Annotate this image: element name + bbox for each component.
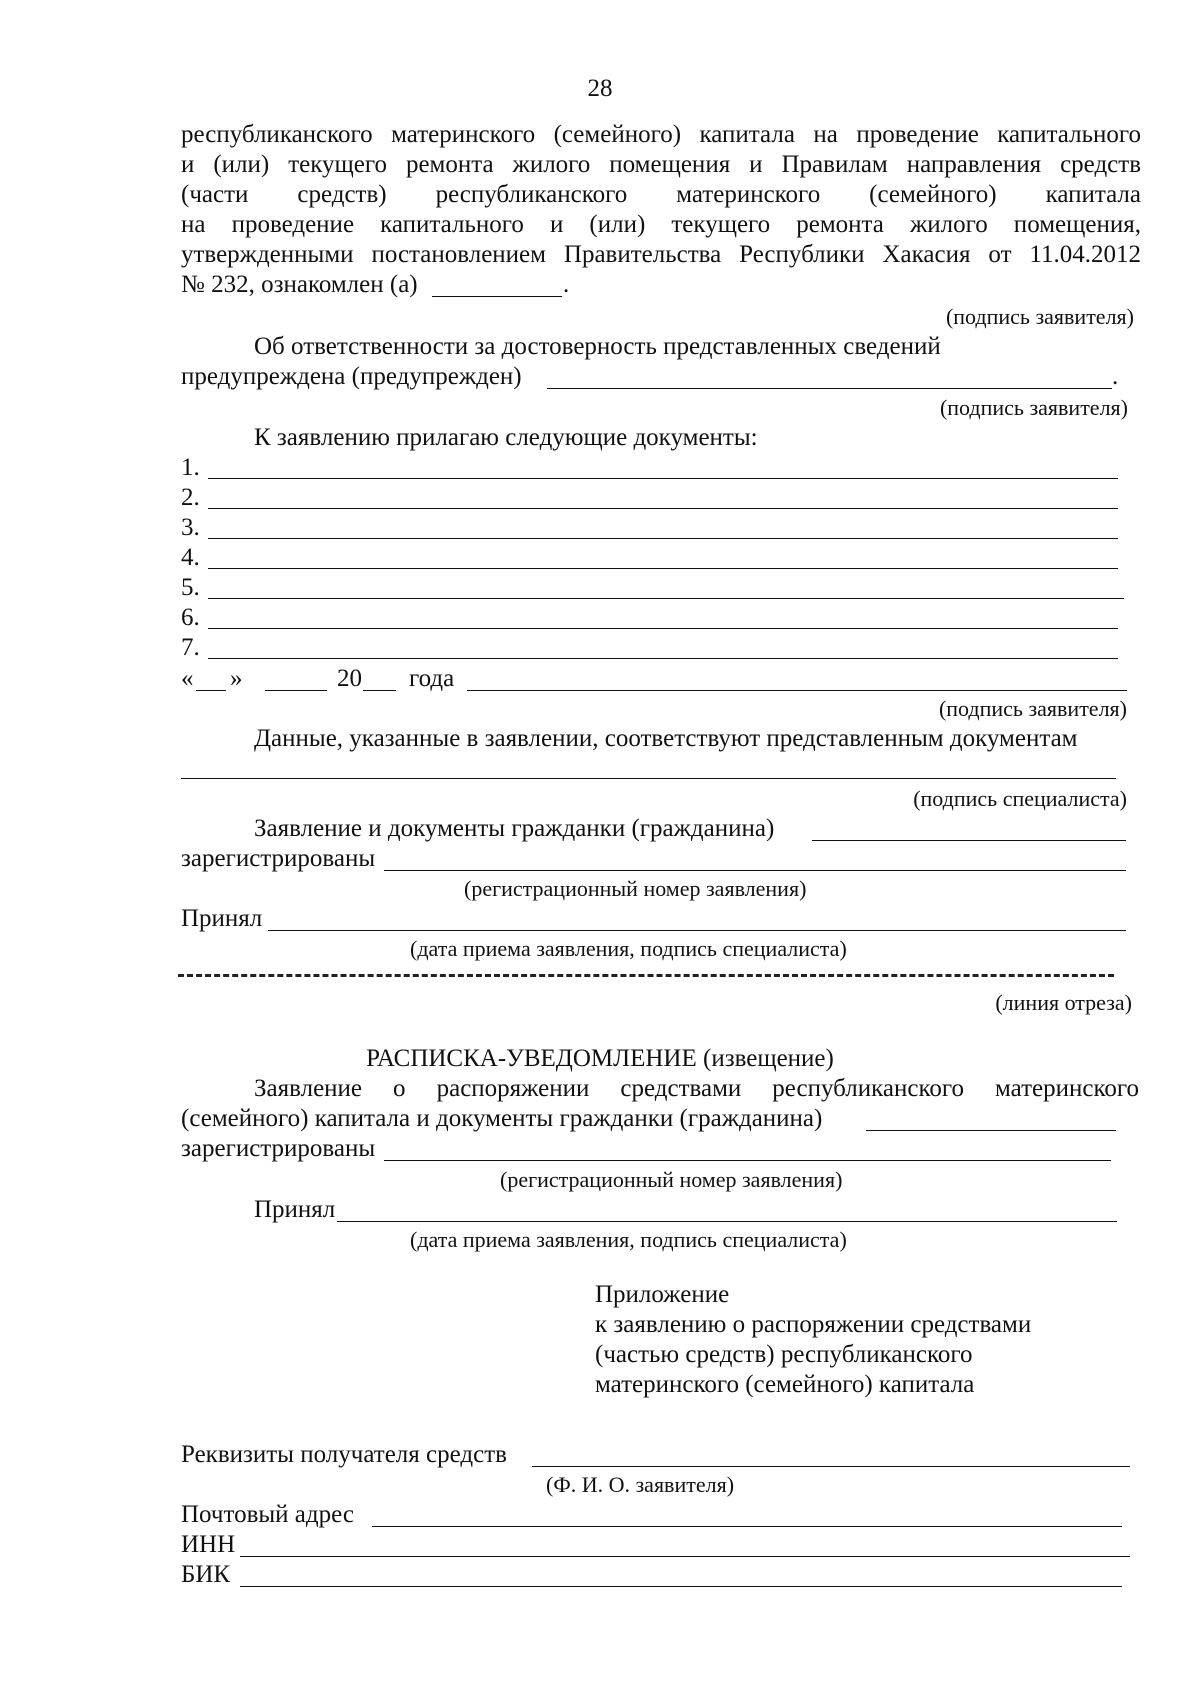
documents-signature-field[interactable] (467, 690, 1127, 691)
date-year-prefix: 20 (337, 665, 362, 692)
date-month-field[interactable] (265, 690, 327, 691)
specialist-signature-field[interactable] (181, 778, 1116, 779)
document-item-field-1[interactable] (208, 478, 1118, 479)
inn-label: ИНН (181, 1531, 236, 1558)
intro-line-5: утвержденными постановлением Правительства Республики Хакасия от 11.04.2012 (181, 241, 1141, 268)
receipt-accepted-caption: (дата приема заявления, подпись специалиста) (410, 1227, 847, 1252)
postal-address-field[interactable] (372, 1526, 1122, 1527)
citizen-name-field[interactable] (812, 840, 1126, 841)
date-close-quote: » (230, 665, 243, 692)
familiarized-signature-field[interactable] (432, 296, 562, 297)
document-item-number: 6. (181, 604, 200, 631)
recipient-name-caption: (Ф. И. О. заявителя) (546, 1472, 735, 1497)
intro-last-line-suffix: . (563, 271, 570, 298)
responsibility-line-2-end: . (1112, 363, 1119, 390)
documents-signature-caption: (подпись заявителя) (938, 696, 1127, 721)
receipt-registered-label: зарегистрированы (181, 1135, 376, 1162)
postal-address-label: Почтовый адрес (181, 1501, 354, 1528)
accepted-caption: (дата приема заявления, подпись специалиста) (410, 936, 847, 961)
document-item-number: 7. (181, 634, 200, 661)
appendix-line-2: к заявлению о распоряжении средствами (595, 1311, 1032, 1338)
intro-line-2: и (или) текущего ремонта жилого помещения и Правилам направления средств (181, 151, 1141, 178)
intro-line-1: республиканского материнского (семейного) капитала на проведение капитального (181, 121, 1141, 148)
registration-number-field[interactable] (384, 870, 1126, 871)
verification-caption: (подпись специалиста) (913, 786, 1127, 811)
receipt-line-1: Заявление о распоряжении средствами республиканского материнского (254, 1075, 1139, 1102)
date-day-field[interactable] (196, 690, 226, 691)
document-item-field-4[interactable] (208, 568, 1118, 569)
date-year-field[interactable] (363, 690, 396, 691)
cut-line-caption: (линия отреза) (995, 990, 1132, 1015)
receipt-title: РАСПИСКА-УВЕДОМЛЕНИЕ (извещение) (366, 1045, 834, 1072)
registered-label: зарегистрированы (181, 845, 376, 872)
document-item-number: 3. (181, 514, 200, 541)
date-suffix: года (409, 665, 455, 692)
requisites-label: Реквизиты получателя средств (181, 1441, 507, 1468)
responsibility-line-2: предупреждена (предупрежден) (181, 363, 522, 390)
document-item-field-7[interactable] (208, 658, 1118, 659)
intro-line-4: на проведение капитального и (или) текущего ремонта жилого помещения, (181, 211, 1141, 238)
bik-label: БИК (181, 1561, 231, 1588)
intro-line-3: (части средств) республиканского материнского (семейного) капитала (181, 181, 1141, 208)
receipt-accepted-label: Принял (254, 1196, 336, 1223)
document-item-field-2[interactable] (208, 508, 1118, 509)
recipient-name-field[interactable] (532, 1466, 1130, 1467)
document-item-number: 4. (181, 544, 200, 571)
responsibility-line-1: Об ответственности за достоверность представленных сведений (254, 333, 941, 360)
inn-field[interactable] (240, 1556, 1130, 1557)
documents-heading: К заявлению прилагаю следующие документы: (254, 424, 758, 451)
page-number: 28 (587, 75, 613, 102)
registration-line-1: Заявление и документы гражданки (гражданина) (254, 815, 775, 842)
verification-text: Данные, указанные в заявлении, соответствуют представленным документам (254, 725, 1078, 752)
registered-caption: (регистрационный номер заявления) (464, 876, 807, 901)
receipt-citizen-name-field[interactable] (866, 1130, 1116, 1131)
receipt-line-2: (семейного) капитала и документы гражданки (гражданина) (181, 1105, 823, 1132)
appendix-line-3: (частью средств) республиканского (595, 1341, 973, 1368)
receipt-accepted-field[interactable] (337, 1221, 1117, 1222)
receipt-registration-number-field[interactable] (384, 1160, 1111, 1161)
document-item-number: 5. (181, 574, 200, 601)
accepted-label: Принял (181, 905, 263, 932)
responsibility-signature-caption: (подпись заявителя) (939, 395, 1128, 420)
cut-line (178, 974, 1114, 977)
document-item-field-5[interactable] (208, 598, 1124, 599)
accepted-field[interactable] (268, 930, 1126, 931)
intro-signature-caption: (подпись заявителя) (945, 304, 1134, 329)
intro-last-line-prefix: № 232, ознакомлен (а) (181, 271, 418, 298)
appendix-line-1: Приложение (595, 1281, 730, 1308)
document-item-number: 1. (181, 454, 200, 481)
document-item-field-3[interactable] (208, 538, 1118, 539)
responsibility-signature-field[interactable] (547, 388, 1112, 389)
appendix-line-4: материнского (семейного) капитала (595, 1371, 975, 1398)
receipt-registered-caption: (регистрационный номер заявления) (500, 1167, 843, 1192)
document-item-number: 2. (181, 484, 200, 511)
date-open-quote: « (181, 665, 194, 692)
document-item-field-6[interactable] (208, 628, 1118, 629)
bik-field[interactable] (240, 1586, 1122, 1587)
